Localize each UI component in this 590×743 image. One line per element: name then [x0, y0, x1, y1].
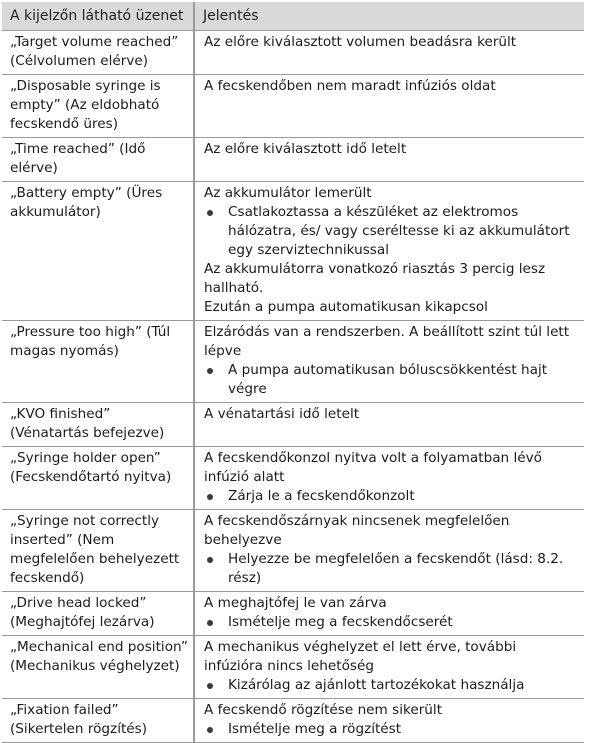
meaning-cell: [194, 447, 584, 510]
meaning-text: Az akkumulátor lemerült: [204, 185, 372, 201]
meaning-text: Az előre kiválasztott idő letelt: [204, 141, 407, 157]
meaning-cell: [194, 321, 584, 403]
meaning-cell: [194, 510, 584, 592]
meaning-text: A fecskendő rögzítése nem sikerült: [204, 702, 443, 718]
table-row: [2, 138, 584, 182]
bullet-icon: [207, 620, 213, 626]
meaning-cell: [194, 592, 584, 636]
meaning-cell: [194, 403, 584, 447]
meaning-text: A vénatartási idő letelt: [204, 406, 360, 422]
action-bullet-item: [204, 203, 578, 260]
table-row: [2, 592, 584, 636]
action-bullet-item: [204, 613, 578, 632]
bullet-icon: [207, 210, 213, 216]
meaning-cell: [194, 31, 584, 75]
table-row: [2, 31, 584, 75]
meaning-text: A fecskendőkonzol nyitva volt a folyamatban lévő infúzió alatt: [204, 450, 542, 485]
table-header-row: [2, 2, 584, 31]
action-bullet-item: [204, 720, 578, 739]
meaning-text: A meghajtófej le van zárva: [204, 595, 387, 611]
table-row: [2, 447, 584, 510]
bullet-text: Ismételje meg a rögzítést: [228, 721, 402, 737]
bullet-text: Zárja le a fecskendőkonzolt: [228, 488, 415, 504]
header-message: A kijelzőn látható üzenet: [2, 2, 194, 31]
meaning-text: A fecskendőben nem maradt infúziós oldat: [204, 78, 496, 94]
bullet-text: A pumpa automatikusan bóluscsökkentést hajt végre: [228, 362, 548, 397]
display-message-cell: „Pressure too high” (Túl magas nyomás): [2, 321, 194, 403]
table-row: [2, 510, 584, 592]
table-row: [2, 321, 584, 403]
display-message-cell: „Drive head locked” (Meghajtófej lezárva): [2, 592, 194, 636]
bullet-text: Helyezze be megfelelően a fecskendőt (lásd: 8.2. rész): [228, 551, 564, 586]
meaning-note: Ezután a pumpa automatikusan kikapcsol: [204, 299, 488, 315]
action-bullet-item: [204, 550, 578, 588]
table-row: [2, 699, 584, 743]
bullet-text: Kizárólag az ajánlott tartozékokat használja: [228, 677, 525, 693]
display-message-cell: „Disposable syringe is empty” (Az eldobható fecskendő üres): [2, 75, 194, 138]
action-bullet-item: [204, 487, 578, 506]
meaning-text: A fecskendőszárnyak nincsenek megfelelően behelyezve: [204, 513, 510, 548]
display-message-cell: „Time reached” (Idő elérve): [2, 138, 194, 182]
table-row: [2, 75, 584, 138]
meaning-text: Az előre kiválasztott volumen beadásra került: [204, 34, 517, 50]
display-message-cell: „KVO finished” (Vénatartás befejezve): [2, 403, 194, 447]
display-message-cell: „Target volume reached” (Célvolumen elérve): [2, 31, 194, 75]
meaning-text: Elzáródás van a rendszerben. A beállított szint túl lett lépve: [204, 324, 570, 359]
bullet-text: Csatlakoztassa a készüléket az elektromos hálózatra, és/ vagy cseréltesse ki az akkumulátort egy szerviztechnikussal: [228, 204, 570, 258]
meaning-cell: [194, 182, 584, 321]
bullet-icon: [207, 683, 213, 689]
table-row: [2, 636, 584, 699]
table-row: [2, 182, 584, 321]
header-meaning: Jelentés: [194, 2, 584, 31]
bullet-icon: [207, 494, 213, 500]
table-row: [2, 403, 584, 447]
table-body: [2, 31, 584, 743]
bullet-text: Ismételje meg a fecskendőcserét: [228, 614, 453, 630]
meaning-text: A mechanikus véghelyzet el lett érve, további infúzióra nincs lehetőség: [204, 639, 517, 674]
meaning-cell: [194, 75, 584, 138]
meaning-cell: [194, 699, 584, 743]
display-message-cell: „Mechanical end position” (Mechanikus véghelyzet): [2, 636, 194, 699]
action-bullet-item: [204, 361, 578, 399]
action-bullet-item: [204, 676, 578, 695]
meaning-note: Az akkumulátorra vonatkozó riasztás 3 percig lesz hallható.: [204, 261, 546, 296]
display-message-cell: „Battery empty” (Üres akkumulátor): [2, 182, 194, 321]
message-table: [2, 2, 584, 743]
meaning-cell: [194, 138, 584, 182]
meaning-cell: [194, 636, 584, 699]
bullet-icon: [207, 368, 213, 374]
display-message-cell: „Syringe holder open” (Fecskendőtartó nyitva): [2, 447, 194, 510]
bullet-icon: [207, 557, 213, 563]
display-message-cell: „Fixation failed” (Sikertelen rögzítés): [2, 699, 194, 743]
bullet-icon: [207, 727, 213, 733]
display-message-cell: „Syringe not correctly inserted” (Nem megfelelően behelyezett fecskendő): [2, 510, 194, 592]
